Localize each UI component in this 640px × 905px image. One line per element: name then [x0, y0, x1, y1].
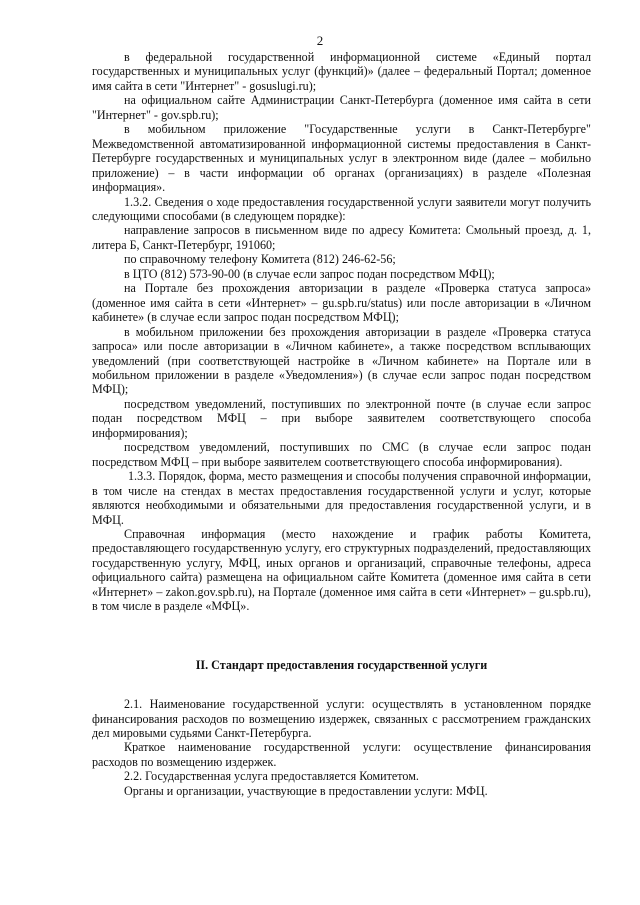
page-number: 2	[316, 33, 324, 48]
paragraph-mobile-app: в мобильном приложение "Государственные услуги в Санкт-Петербурге" Межведомственной автоматизированной информационной системы предоставления в Санкт-Петербурге государственных и муниципальных услуг в электронном виде (далее – мобильно приложение) – в части информации об органах (организациях) в разделе «Полезная информация».	[92, 122, 591, 195]
document-body	[92, 50, 591, 798]
paragraph-sms: посредством уведомлений, поступивших по СМС (в случае если запрос подан посредством МФЦ – при выборе заявителем соответствующего способа информирования).	[92, 440, 591, 469]
paragraph-cto: в ЦТО (812) 573-90-00 (в случае если запрос подан посредством МФЦ);	[124, 266, 495, 281]
paragraph-written-requests: направление запросов в письменном виде по адресу Комитета: Смольный проезд, д. 1, литера Б, Санкт-Петербург, 191060;	[92, 223, 591, 252]
paragraph-short-name: Краткое наименование государственной услуги: осуществление финансирования расходов по возмещению издержек.	[92, 740, 591, 769]
paragraph-phone: по справочному телефону Комитета (812) 246-62-56;	[124, 252, 396, 267]
paragraph-2-2: 2.2. Государственная услуга предоставляется Комитетом.	[124, 769, 419, 784]
paragraph-email: посредством уведомлений, поступивших по электронной почте (в случае если запрос подан посредством МФЦ – при выборе заявителем соответствующего способа информирования);	[92, 396, 591, 440]
paragraph-federal-portal: в федеральной государственной информационной системе «Единый портал государственных и муниципальных услуг (функций)» (далее – федеральный Портал; доменное имя сайта в сети "Интернет" - gosuslugi.ru);	[92, 50, 591, 93]
paragraph-portal-status: на Портале без прохождения авторизации в разделе «Проверка статуса запроса» (доменное имя сайта в сети «Интернет» – gu.spb.ru/status) или после авторизации в «Личном кабинете» (в случае если запрос подан посредством МФЦ);	[92, 281, 591, 325]
paragraph-1-3-2: 1.3.2. Сведения о ходе предоставления государственной услуги заявители могут получить следующими способами (в следующем порядке):	[92, 194, 591, 223]
paragraph-reference-info: Справочная информация (место нахождение и график работы Комитета, предоставляющего государственную услугу, его структурных подразделений, предоставляющих государственную услугу, МФЦ, иных органов и организаций, справочные телефоны, адреса официального сайта) размещена на официальном сайте Комитета (доменное имя сайта в сети «Интернет» – zakon.gov.spb.ru), на Портале (доменное имя сайта в сети «Интернет» – gu.spb.ru), в том числе в разделе «МФЦ».	[92, 526, 591, 614]
paragraph-1-3-3: 1.3.3. Порядок, форма, место размещения и способы получения справочной информации, в том числе на стендах в местах предоставления государственной услуги и услуг, которые являются необходимыми и обязательными для предоставления государственной услуги, и в МФЦ.	[92, 469, 591, 527]
section-title: II. Стандарт предоставления государственной услуги	[195, 657, 488, 672]
paragraph-mobile-status: в мобильном приложении без прохождения авторизации в разделе «Проверка статуса запроса» или после авторизации в «Личном кабинете», а также посредством всплывающих уведомлений (при соответствующей настройке в «Личном кабинете» на Портале или в мобильном приложении в разделе «Уведомления») (в случае если запрос подан посредством МФЦ);	[92, 324, 591, 397]
paragraph-gov-site: на официальном сайте Администрации Санкт-Петербурга (доменное имя сайта в сети "Интернет" - gov.spb.ru);	[92, 93, 591, 122]
paragraph-participants: Органы и организации, участвующие в предоставлении услуги: МФЦ.	[124, 783, 488, 798]
paragraph-2-1: 2.1. Наименование государственной услуги: осуществлять в установленном порядке финансирования расходов по возмещению издержек, связанных с рассмотрением гражданских дел мировыми судьями Санкт-Петербурга.	[92, 697, 591, 741]
